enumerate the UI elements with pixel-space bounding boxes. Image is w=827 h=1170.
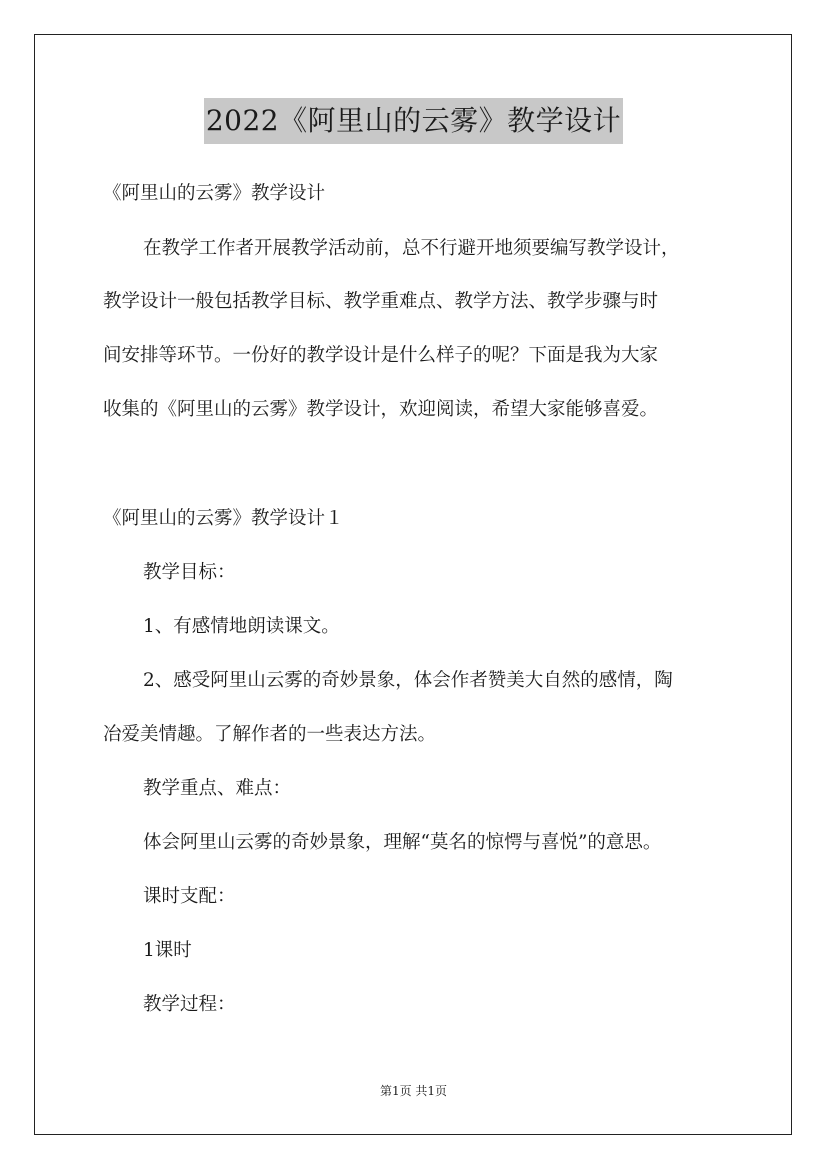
- section-heading: 《阿里山的云雾》教学设计１: [103, 508, 344, 529]
- paragraph-line: 体会阿里山云雾的奇妙景象，理解“莫名的惊愕与喜悦”的意思。: [143, 832, 662, 853]
- paragraph-line: 1课时: [143, 940, 192, 961]
- paragraph-line: 教学设计一般包括教学目标、教学重难点、教学方法、教学步骤与时: [103, 291, 659, 312]
- paragraph-line: 1、有感情地朗读课文。: [143, 616, 340, 637]
- paragraph-line: 教学过程：: [143, 994, 236, 1015]
- paragraph-line: 间安排等环节。一份好的教学设计是什么样子的呢？下面是我为大家: [103, 345, 659, 366]
- paragraph-line: 教学目标：: [143, 562, 236, 583]
- paragraph-line: 冶爱美情趣。了解作者的一些表达方法。: [103, 724, 437, 745]
- page-footer: 第1页 共1页: [379, 1084, 448, 1098]
- paragraph-line: 2、感受阿里山云雾的奇妙景象，体会作者赞美大自然的感情，陶: [143, 670, 673, 691]
- paragraph-line: 课时支配：: [143, 886, 236, 907]
- paragraph-line: 教学重点、难点：: [143, 778, 292, 799]
- paragraph-line: 收集的《阿里山的云雾》教学设计，欢迎阅读，希望大家能够喜爱。: [103, 399, 659, 420]
- paragraph-line: 在教学工作者开展教学活动前，总不行避开地须要编写教学设计，: [143, 238, 680, 259]
- subtitle-line: 《阿里山的云雾》教学设计: [103, 183, 326, 204]
- title-container: [0, 98, 827, 144]
- document-title: 2022《阿里山的云雾》教学设计: [204, 98, 623, 144]
